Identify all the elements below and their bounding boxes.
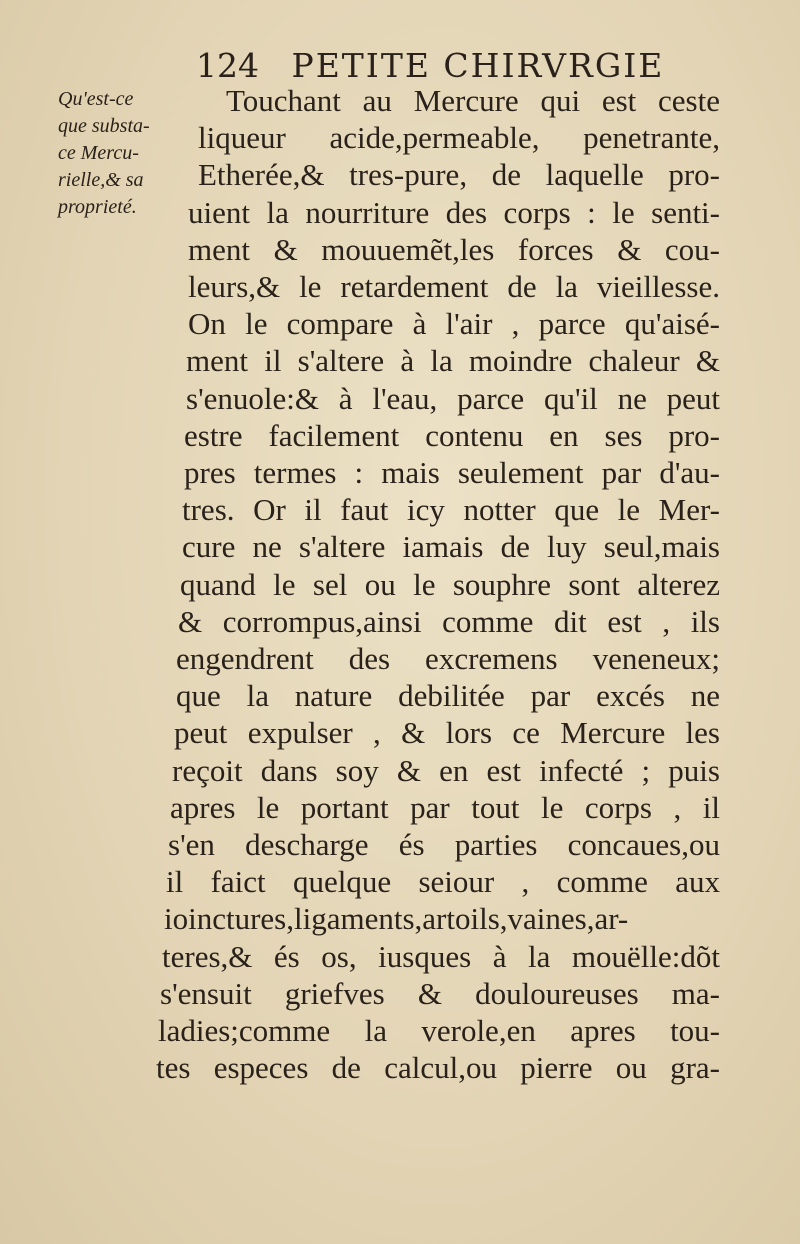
text-line: uient la nourriture des corps : le senti- [188, 194, 720, 230]
text-line: ladies;comme la verole,en apres tou- [158, 1013, 720, 1049]
margin-note-line: Qu'est-ce [58, 88, 134, 110]
margin-note-line: que substa- [58, 115, 150, 137]
main-text-block [150, 82, 720, 1086]
text-line: pres termes : mais seulement par d'au- [184, 455, 720, 491]
text-line: tres. Or il faut icy notter que le Mer- [182, 492, 720, 528]
text-line: apres le portant par tout le corps , il [170, 789, 720, 825]
margin-note-line: rielle,& sa [58, 169, 144, 191]
text-line: il faict quelque seiour , comme aux [166, 864, 720, 900]
text-line: s'ensuit griefves & douloureuses ma- [160, 975, 720, 1011]
text-line: que la nature debilitée par excés ne [176, 678, 720, 714]
text-line: quand le sel ou le souphre sont alterez [180, 566, 720, 602]
text-line: estre facilement contenu en ses pro- [184, 417, 720, 453]
page-number: 124 [196, 46, 259, 85]
text-line: & corrompus,ainsi comme dit est , ils [178, 603, 720, 639]
running-title: PETITE CHIRVRGIE [291, 46, 665, 85]
text-line: teres,& és os, iusques à la mouëlle:dõt [162, 938, 720, 974]
text-line: ioinctures,ligaments,artoils,vaines,ar- [164, 901, 629, 937]
text-line: s'enuole:& à l'eau, parce qu'il ne peut [186, 380, 720, 416]
text-line: reçoit dans soy & en est infecté ; puis [172, 752, 720, 788]
margin-note-line: ce Mercu- [58, 142, 139, 164]
text-line: On le compare à l'air , parce qu'aisé- [188, 306, 720, 342]
text-line: tes especes de calcul,ou pierre ou gra- [156, 1050, 720, 1086]
text-line: liqueur acide,permeable, penetrante, [198, 120, 720, 156]
margin-note-line: proprieté. [58, 196, 137, 218]
text-line: leurs,& le retardement de la vieillesse. [188, 269, 720, 305]
text-line: engendrent des excremens veneneux; [176, 641, 720, 677]
text-line: ment il s'altere à la moindre chaleur & [186, 343, 720, 379]
text-line: Etherée,& tres-pure, de laquelle pro- [198, 157, 720, 193]
text-line: peut expulser , & lors ce Mercure les [174, 715, 720, 751]
text-line: s'en descharge és parties concaues,ou [168, 827, 720, 863]
text-line: ment & mouuemẽt,les forces & cou- [188, 231, 720, 267]
text-line: Touchant au Mercure qui est ceste [226, 83, 720, 118]
text-line: cure ne s'altere iamais de luy seul,mais [182, 529, 720, 565]
